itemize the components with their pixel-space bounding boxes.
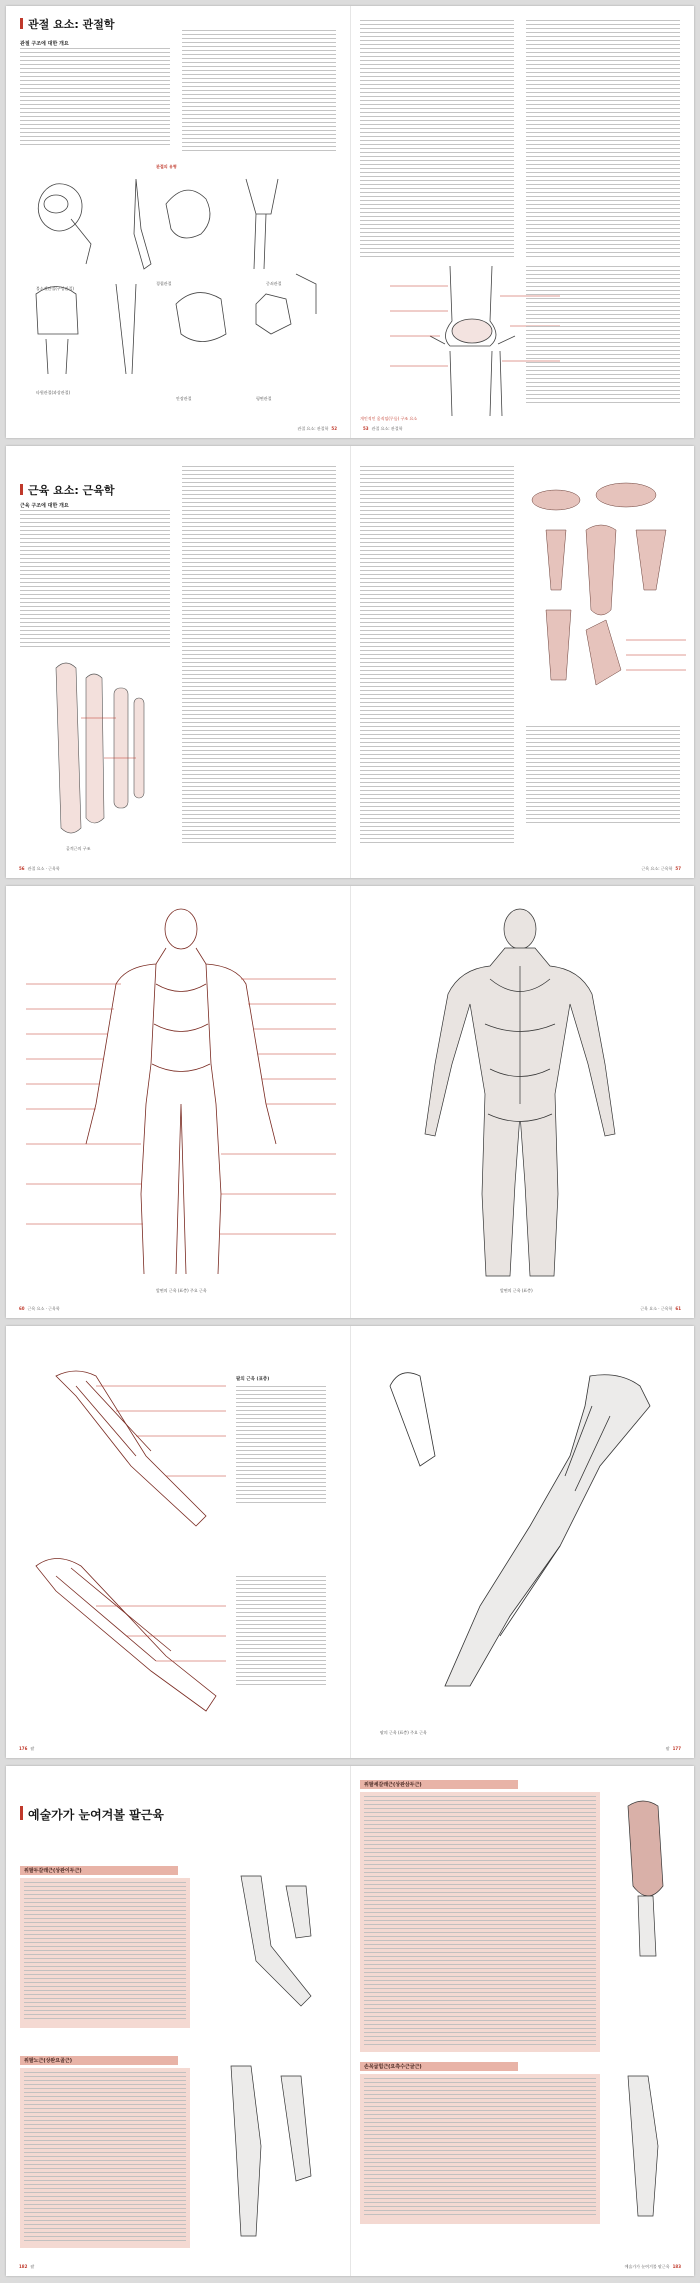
footer-text: 관절 요소: 관절학: [297, 426, 329, 431]
box-header: 위팔세갈래근(상완삼두근): [360, 1780, 518, 1789]
page-footer: [16, 866, 60, 872]
figure-caption: 앞면의 근육 (표층): [500, 1288, 533, 1293]
page-183: [350, 1766, 694, 2276]
spread-muscles-intro: [6, 446, 694, 878]
fig-label-saddle: 안장관절: [176, 396, 192, 401]
spread-full-body: [6, 886, 694, 1318]
arm-diagram-upper: [26, 1356, 226, 1536]
footer-text: 근육 요소 · 근육학: [640, 1306, 673, 1311]
page-number: 56: [19, 866, 25, 871]
page-title: 관절 요소: 관절학: [20, 16, 114, 32]
page-number: 183: [672, 2264, 681, 2269]
body-outline-diagram: [26, 904, 336, 1284]
body-text: [20, 48, 170, 148]
body-text: [182, 466, 336, 846]
body-text: [360, 20, 514, 260]
page-title: 근육 요소: 근육학: [20, 482, 114, 498]
box-header: 위팔노근(상완요골근): [20, 2056, 178, 2065]
figure-caption: 개인적인 움직임(무릎) 구조 요소: [360, 416, 418, 421]
figure-caption: 관절의 유형: [156, 164, 177, 169]
page-footer: [360, 426, 403, 432]
page-footer: [666, 1746, 684, 1752]
body-muscle-illustration: [390, 904, 650, 1284]
page-61: [350, 886, 694, 1318]
biceps-illustration: [201, 1866, 341, 2016]
page-number: 52: [331, 426, 337, 431]
spread-joints: [6, 6, 694, 438]
fig-label-pivot: 중쇠관절: [266, 281, 282, 286]
flexor-illustration: [608, 2066, 688, 2226]
page-number: 61: [675, 1306, 681, 1311]
figure-caption: 팔의 근육 (표층) 주요 근육: [380, 1730, 427, 1735]
fig-label-hinge: 경첩관절: [156, 281, 172, 286]
box-text: [364, 1796, 596, 2046]
fig-label-condyloid: 타원관절(과상관절): [36, 390, 71, 395]
label-list: [236, 1386, 326, 1506]
body-text: [526, 726, 680, 826]
footer-text: 팔: [665, 1746, 670, 1751]
page-number: 177: [672, 1746, 681, 1751]
figure-caption: 앞면의 근육 (표층) 주요 근육: [156, 1288, 207, 1293]
body-text: [360, 466, 514, 846]
page-number: 60: [19, 1306, 25, 1311]
page-60: [6, 886, 351, 1318]
page-title: 예술가가 눈여겨볼 팔근육: [28, 1808, 164, 1822]
title-accent-bar: [20, 1806, 23, 1820]
triceps-illustration: [608, 1796, 688, 1966]
body-text: [20, 510, 170, 650]
page-footer: [16, 1746, 34, 1752]
page-number: 176: [19, 1746, 28, 1751]
page-footer: [16, 2264, 34, 2270]
footer-text: 근육 요소: 근육학: [641, 866, 673, 871]
page-footer: [641, 866, 684, 872]
spread-artist-arm: [6, 1766, 694, 2276]
page-53: [350, 6, 694, 438]
page-56: [6, 446, 351, 878]
brachioradialis-illustration: [201, 2056, 341, 2246]
fig-label-ball-socket: 볼소켓관절(구상관절): [36, 286, 74, 291]
box-header: 손목굽힘근(요측수근굴근): [360, 2062, 518, 2071]
joint-types-figure: [16, 174, 341, 414]
section-heading: 관절 구조에 대한 개요: [20, 41, 69, 47]
box-header: 위팔두갈래근(상완이두근): [20, 1866, 178, 1875]
spread-arm-muscles: [6, 1326, 694, 1758]
page-52: [6, 6, 351, 438]
box-text: [364, 2078, 596, 2218]
page-footer: [16, 1306, 60, 1312]
label-box-title: 팔의 근육 (표층): [236, 1377, 270, 1382]
page-number: 53: [363, 426, 369, 431]
footer-text: 예술가가 눈여겨볼 팔근육: [624, 2264, 670, 2269]
fig-label-plane: 평면관절: [256, 396, 272, 401]
muscle-structure-figure: [36, 658, 156, 843]
arm-diagram-lower: [26, 1546, 226, 1726]
footer-text: 근육 요소 · 근육학: [27, 1306, 60, 1311]
arm-muscle-illustration: [360, 1346, 680, 1726]
page-57: [350, 446, 694, 878]
page-182: [6, 1766, 351, 2276]
label-list: [236, 1576, 326, 1686]
page-177: [350, 1326, 694, 1758]
body-text: [182, 30, 336, 154]
footer-text: 관절 요소: 관절학: [371, 426, 403, 431]
figure-caption: 골격근의 구조: [66, 846, 91, 851]
page-footer: [625, 2264, 684, 2270]
page-number: 57: [675, 866, 681, 871]
page-176: [6, 1326, 351, 1758]
footer-text: 관절 요소 · 근육학: [27, 866, 60, 871]
footer-text: 팔: [30, 1746, 35, 1751]
body-text: [526, 20, 680, 260]
page-footer: [640, 1306, 684, 1312]
body-text: [526, 266, 680, 406]
footer-text: 팔: [30, 2264, 35, 2269]
muscle-shapes-figure: [526, 470, 686, 720]
page-footer: [297, 426, 340, 432]
box-text: [24, 1882, 186, 2022]
section-heading: 근육 구조에 대한 개요: [20, 503, 69, 509]
box-text: [24, 2072, 186, 2242]
page-number: 182: [19, 2264, 28, 2269]
